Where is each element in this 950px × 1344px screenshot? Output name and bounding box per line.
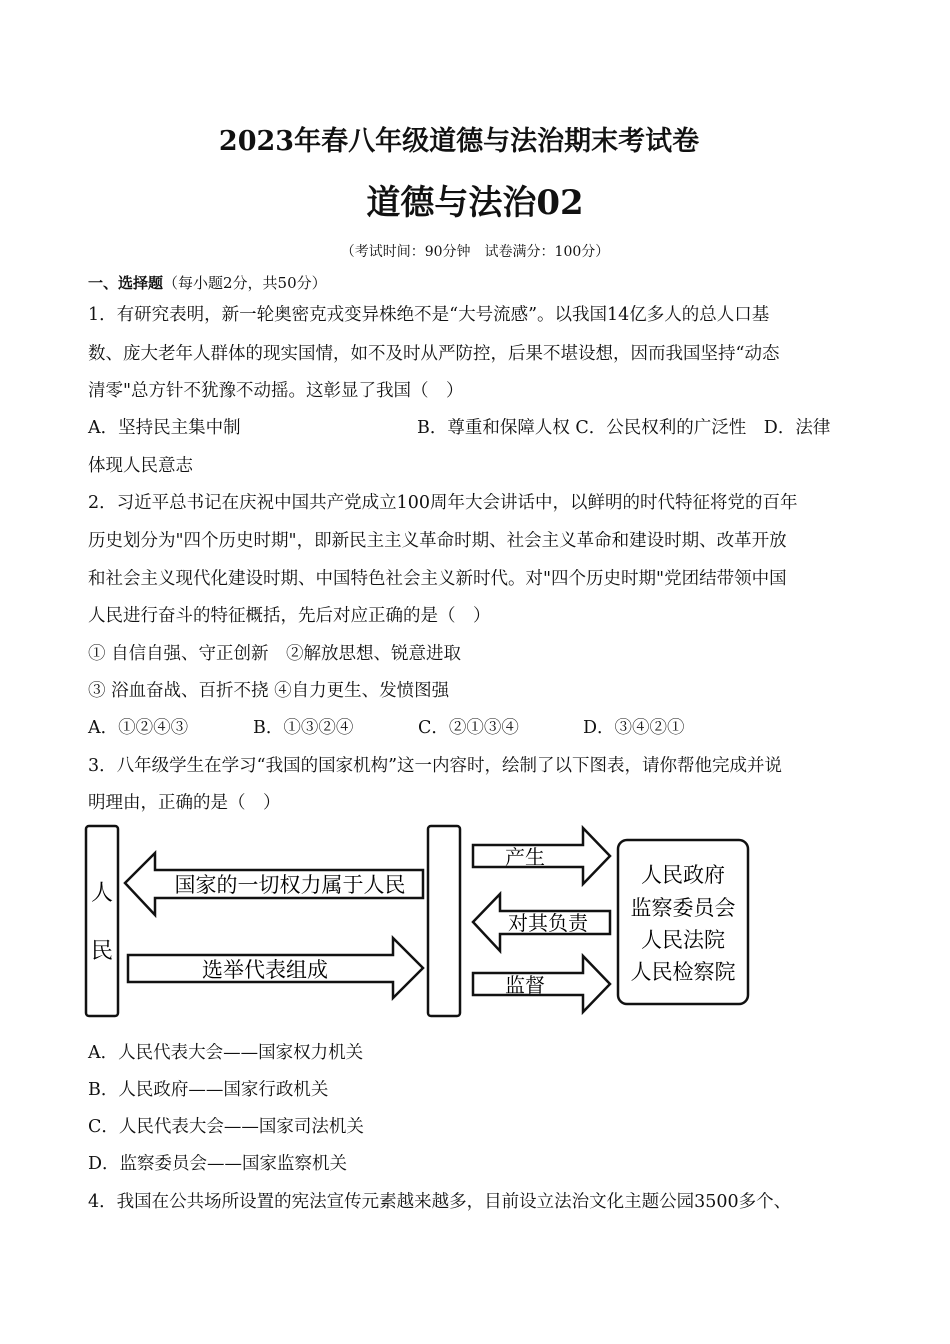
q2-option-c: C．②①③④ [418,718,519,738]
q2-option-a: A．①②④③ [88,718,189,738]
q1-option-continued: 体现人民意志 [88,456,193,476]
q2-line-4: 人民进行奋斗的特征概括，先后对应正确的是（ ） [88,606,491,626]
blank-organ-box [428,826,460,1016]
arrow-elect-label: 选举代表组成 [202,958,328,982]
q2-item-1: ① 自信自强、守正创新 ②解放思想、锐意进取 [88,644,462,664]
section-title: 一、选择题 [88,274,164,292]
people-label-1: 人 [90,881,114,906]
q3-line-2: 明理由，正确的是（ ） [88,793,281,813]
section-note: （每小题2分，共50分） [163,274,327,292]
q1-option-bcd: B．尊重和保障人权 C．公民权利的广泛性 D．法律 [417,418,831,438]
q3-line-1: 3．八年级学生在学习“我国的国家机构”这一内容时，绘制了以下图表，请你帮他完成并说 [88,756,783,776]
organ-court: 人民法院 [641,928,725,952]
q3-option-c: C．人民代表大会——国家司法机关 [88,1117,364,1137]
organ-procuratorate: 人民检察院 [630,960,736,984]
state-organs-diagram [80,820,760,1025]
subject-title: 道德与法治02 [366,183,584,223]
q1-line-3: 清零"总方针不犹豫不动摇。这彰显了我国（ ） [88,381,464,401]
q3-option-d: D．监察委员会——国家监察机关 [88,1154,348,1174]
organ-government: 人民政府 [641,863,725,887]
q2-option-d: D．③④②① [583,718,685,738]
q2-option-b: B．①③②④ [253,718,354,738]
q3-option-a: A．人民代表大会——国家权力机关 [88,1043,364,1063]
q2-item-2: ③ 浴血奋战、百折不挠 ④自力更生、发愤图强 [88,681,450,701]
q3-option-b: B．人民政府——国家行政机关 [88,1080,329,1100]
arrow-responsible-label: 对其负责 [508,911,588,935]
q2-line-3: 和社会主义现代化建设时期、中国特色社会主义新时代。对"四个历史时期"党团结带领中国 [88,569,787,589]
q1-option-a: A．坚持民主集中制 [88,418,241,438]
q2-line-2: 历史划分为"四个历史时期"，即新民主主义革命时期、社会主义革命和建设时期、改革开放 [88,531,787,551]
exam-title: 2023年春八年级道德与法治期末考试卷 [218,126,700,157]
q1-line-2: 数、庞大老年人群体的现实国情，如不及时从严防控，后果不堪设想，因而我国坚持“动态 [88,344,780,364]
q2-line-1: 2．习近平总书记在庆祝中国共产党成立100周年大会讲话中，以鲜明的时代特征将党的百年 [88,493,798,513]
arrow-produce-label: 产生 [505,845,545,869]
arrow-power-label: 国家的一切权力属于人民 [174,873,406,897]
people-box [86,826,118,1016]
people-label-2: 民 [90,939,114,964]
exam-info: （考试时间：90分钟 试卷满分：100分） [340,244,610,260]
section-heading [88,270,327,296]
q4-line-1: 4．我国在公共场所设置的宪法宣传元素越来越多，目前设立法治文化主题公园3500多个、 [88,1192,792,1212]
organ-supervisory-commission: 监察委员会 [630,896,736,920]
arrow-supervise-label: 监督 [505,973,545,997]
q1-line-1: 1．有研究表明，新一轮奥密克戎变异株绝不是“大号流感”。以我国14亿多人的总人口基 [88,305,770,325]
